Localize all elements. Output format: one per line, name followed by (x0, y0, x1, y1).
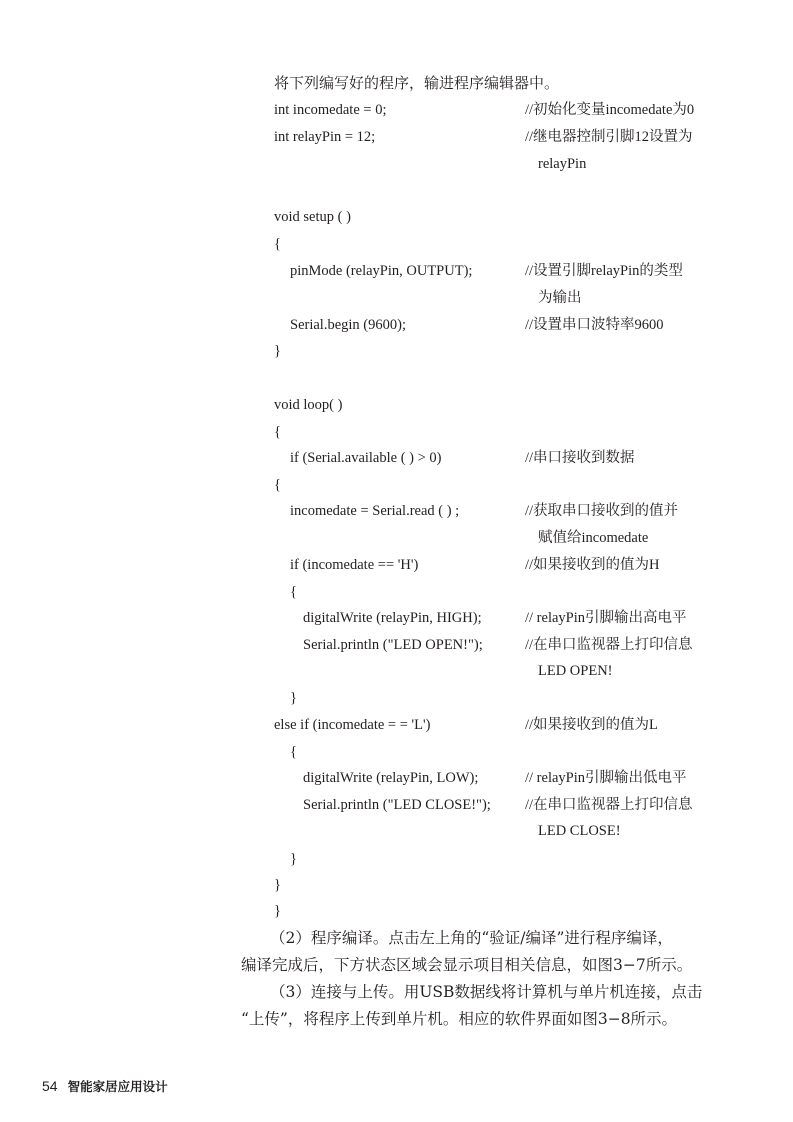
code-text: } (290, 690, 297, 706)
code-line (0, 394, 793, 416)
code-line (0, 634, 793, 656)
code-comment: //在串口监视器上打印信息 (525, 797, 693, 813)
code-line (0, 206, 793, 228)
code-line (0, 314, 793, 336)
code-line (0, 500, 793, 522)
code-text: { (274, 424, 281, 440)
paragraph-line: （2）程序编译。点击左上角的“验证/编译”进行程序编译， (270, 929, 673, 947)
code-text: digitalWrite (relayPin, HIGH); (303, 610, 482, 626)
code-text: int incomedate = 0; (274, 102, 387, 118)
code-comment: //串口接收到数据 (525, 450, 635, 466)
code-comment: //获取串口接收到的值并 (525, 503, 679, 519)
intro-text: 将下列编写好的程序，输进程序编辑器中。 (274, 74, 560, 92)
code-text: Serial.println ("LED OPEN!"); (303, 637, 483, 653)
code-text: { (274, 236, 281, 252)
code-text: } (274, 877, 281, 893)
code-comment: //如果接收到的值为H (525, 557, 660, 573)
code-line (0, 126, 793, 148)
code-comment: // relayPin引脚输出高电平 (525, 610, 687, 626)
code-line (0, 607, 793, 629)
code-comment: //如果接收到的值为L (525, 717, 658, 733)
code-comment: //初始化变量incomedate为0 (525, 102, 695, 118)
code-line (0, 794, 793, 816)
book-title: 智能家居应用设计 (67, 1080, 168, 1094)
code-comment-continuation: relayPin (538, 156, 587, 172)
code-line (0, 260, 793, 282)
code-line (0, 848, 793, 870)
code-text: } (290, 851, 297, 867)
code-text: if (Serial.available ( ) > 0) (290, 450, 442, 466)
code-comment: // relayPin引脚输出低电平 (525, 770, 687, 786)
code-text: } (274, 903, 281, 919)
code-line (0, 767, 793, 789)
code-comment: //设置引脚relayPin的类型 (525, 263, 683, 279)
code-text: digitalWrite (relayPin, LOW); (303, 770, 479, 786)
code-text: else if (incomedate = = 'L') (274, 717, 431, 733)
code-line (0, 233, 793, 255)
code-text: int relayPin = 12; (274, 129, 376, 145)
code-line (0, 99, 793, 121)
code-line (0, 741, 793, 763)
code-line (0, 874, 793, 896)
code-text: { (290, 584, 297, 600)
code-text: Serial.begin (9600); (290, 317, 406, 333)
code-line (0, 687, 793, 709)
code-comment: //在串口监视器上打印信息 (525, 637, 693, 653)
code-line (0, 581, 793, 603)
code-comment-continuation: LED CLOSE! (538, 823, 621, 839)
code-text: { (274, 477, 281, 493)
code-comment: //设置串口波特率9600 (525, 317, 664, 333)
code-text: void loop( ) (274, 397, 343, 413)
code-line (0, 554, 793, 576)
code-text: pinMode (relayPin, OUTPUT); (290, 263, 473, 279)
paragraph-line: （3）连接与上传。用USB数据线将计算机与单片机连接，点击 (270, 983, 703, 1001)
code-line (0, 421, 793, 443)
code-line (0, 340, 793, 362)
code-comment-continuation: 为输出 (538, 290, 582, 306)
code-comment: //继电器控制引脚12设置为 (525, 129, 693, 145)
code-line (0, 714, 793, 736)
page-number: 54 (42, 1078, 58, 1094)
code-text: if (incomedate == 'H') (290, 557, 419, 573)
code-comment-continuation: LED OPEN! (538, 663, 613, 679)
code-text: { (290, 744, 297, 760)
code-text: } (274, 343, 281, 359)
code-line (0, 474, 793, 496)
code-line (0, 900, 793, 922)
code-comment-continuation: 赋值给incomedate (538, 530, 649, 546)
paragraph-line: “上传”，将程序上传到单片机。相应的软件界面如图3−8所示。 (241, 1010, 678, 1028)
page-footer (42, 1077, 168, 1096)
paragraph-line: 编译完成后，下方状态区域会显示项目相关信息，如图3−7所示。 (241, 956, 693, 974)
code-text: Serial.println ("LED CLOSE!"); (303, 797, 491, 813)
code-text: incomedate = Serial.read ( ) ; (290, 503, 460, 519)
code-text: void setup ( ) (274, 209, 351, 225)
code-line (0, 447, 793, 469)
